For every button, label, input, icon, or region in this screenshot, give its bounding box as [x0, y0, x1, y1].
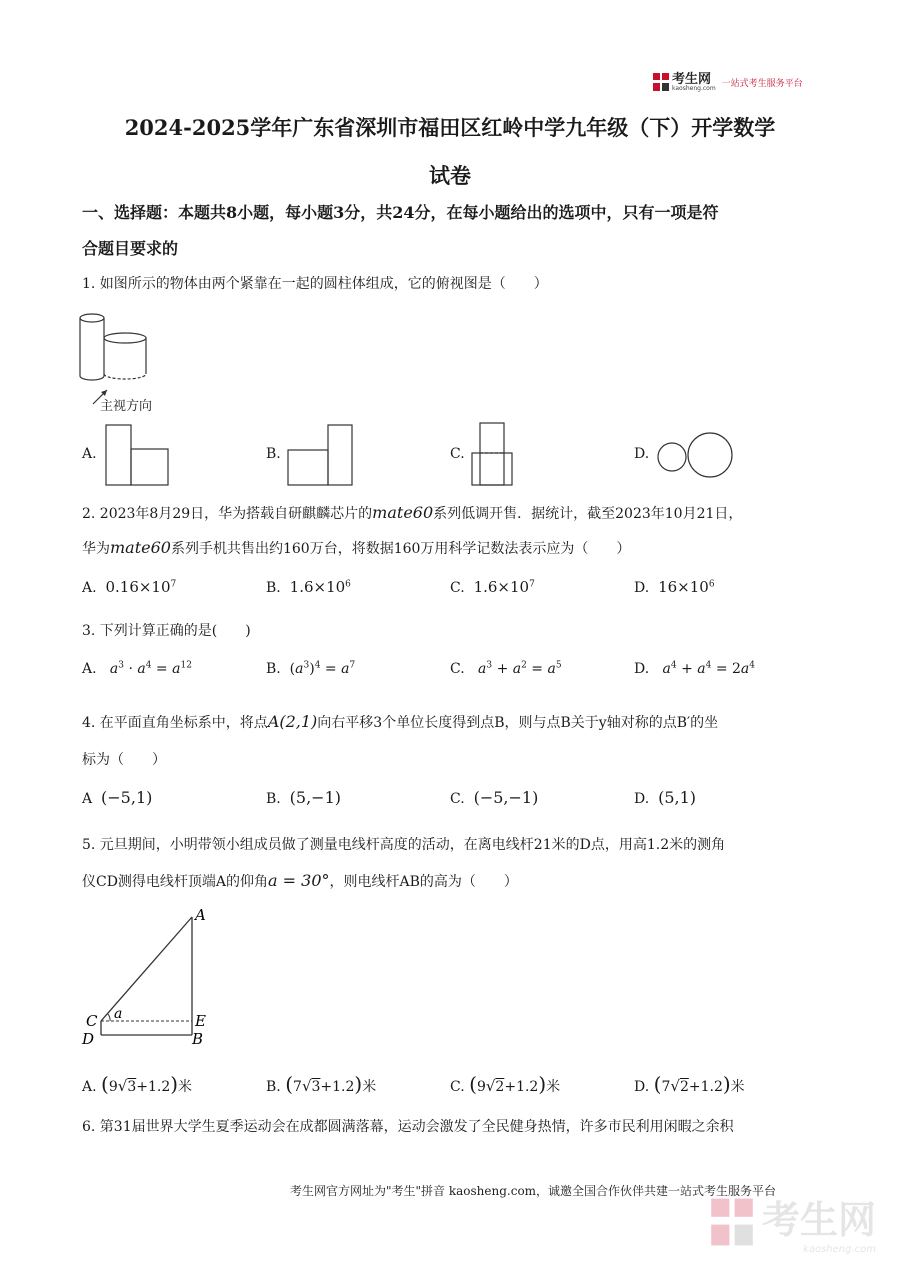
q2-option-b[interactable]: [266, 578, 351, 596]
q2-line2-model: mate60: [110, 538, 171, 557]
section-heading-line1: 一、选择题：本题共8小题，每小题3分，共24分，在每小题给出的选项中，只有一项是符: [82, 203, 719, 222]
question-4-line2: 标为（ ）: [82, 752, 166, 768]
q5-option-c[interactable]: C. (9√2+1.2)米: [450, 1072, 561, 1096]
brand-slogan: 一站式考生服务平台: [721, 78, 803, 89]
q5-point-d-label: D: [82, 1030, 95, 1048]
q2-option-c-label: C.: [450, 580, 465, 596]
q2-option-a[interactable]: [82, 578, 176, 596]
watermark-domain: kaosheng.com: [803, 1244, 876, 1255]
q5-option-c-coef: 9: [476, 1079, 486, 1095]
q5-option-c-label: C.: [450, 1079, 465, 1095]
q2-option-a-exp: 7: [170, 579, 177, 590]
q1-option-a-label[interactable]: A.: [82, 446, 97, 462]
question-1-stem: 1. 如图所示的物体由两个紧靠在一起的圆柱体组成，它的俯视图是（ ）: [82, 276, 548, 292]
q5-option-a-tail: +1.2: [136, 1079, 171, 1095]
q5-option-d-coef: 7: [661, 1079, 671, 1095]
q4-option-d-value: (5,1): [658, 788, 697, 807]
q5-option-c-unit: 米: [546, 1079, 561, 1095]
q5-option-a[interactable]: A. (9√3+1.2)米: [82, 1072, 193, 1096]
q1-option-d-label[interactable]: D.: [634, 446, 650, 462]
question-6-line1: 6. 第31届世界大学生夏季运动会在成都圆满落幕，运动会激发了全民健身热情，许多市民利用闲暇之余积: [82, 1119, 734, 1135]
q5-option-b-coef: 7: [293, 1079, 302, 1095]
q3-option-c-label: C.: [450, 661, 465, 677]
q3-option-c[interactable]: C. $a^3 + a^2 = a^5$: [450, 660, 562, 677]
q4-option-c-label: C.: [450, 791, 465, 807]
q5-option-c-tail: +1.2: [504, 1079, 539, 1095]
q5-option-d-radicand: 2: [679, 1079, 689, 1095]
q2-option-c-base: 1.6×10: [473, 578, 530, 596]
q5-option-b-tail: +1.2: [320, 1079, 355, 1095]
q4-option-d-label: D.: [634, 791, 650, 807]
page-footer: 考生网官方网址为"考生"拼音 kaosheng.com，诚邀全国合作伙伴共建一站式考生服务平台: [290, 1184, 777, 1198]
q4-option-b-value: (5,−1): [289, 788, 341, 807]
q2-line1-model: mate60: [372, 503, 434, 522]
q4-line1-part2: 向右平移3个单位长度得到点B，则与点B关于y轴对称的点B′的坐: [317, 715, 719, 731]
q5-option-a-unit: 米: [178, 1079, 193, 1095]
q5-angle-a-label: a: [114, 1006, 123, 1022]
q2-line1-part2: 系列低调开售．据统计，截至2023年10月21日，: [433, 506, 743, 522]
question-1-view-direction-label: 主视方向: [100, 399, 153, 414]
q4-option-c-value: (−5,−1): [473, 788, 539, 807]
q1-option-d-figure[interactable]: [655, 430, 735, 480]
q2-option-c[interactable]: [450, 578, 535, 596]
q5-option-a-coef: 9: [108, 1079, 118, 1095]
q4-line1-part1: 4. 在平面直角坐标系中，将点: [82, 715, 268, 731]
watermark: [708, 1189, 876, 1255]
question-5-line1: 5. 元旦期间，小明带领小组成员做了测量电线杆高度的活动，在离电线杆21米的D点，用高1.2米的测角: [82, 837, 726, 853]
q4-option-a-label: A: [82, 791, 93, 807]
q5-option-b-unit: 米: [362, 1079, 377, 1095]
watermark-text: 考生网: [761, 1198, 876, 1242]
q1-option-b-label[interactable]: B.: [266, 446, 281, 462]
q4-option-d[interactable]: [634, 788, 696, 807]
q2-line2-part1: 华为: [82, 541, 110, 557]
q4-option-b-label: B.: [266, 791, 281, 807]
q3-option-a-label: A.: [82, 661, 97, 677]
q5-option-d-unit: 米: [730, 1079, 745, 1095]
q5-option-a-radicand: 3: [127, 1079, 137, 1095]
question-4-line1: [82, 705, 822, 740]
section-heading-line2: 合题目要求的: [82, 239, 179, 258]
q1-option-a-figure[interactable]: [105, 424, 171, 488]
q5-point-a-label: A: [195, 906, 206, 924]
watermark-logo-icon: [708, 1196, 756, 1248]
q5-point-e-label: E: [195, 1012, 206, 1030]
q5-line2-part1: 仪CD测得电线杆顶端A的仰角: [82, 874, 269, 890]
q2-option-c-exp: 7: [529, 579, 535, 590]
q5-option-d-label: D.: [634, 1079, 650, 1095]
q2-option-b-base: 1.6×10: [289, 578, 346, 596]
q2-option-b-exp: 6: [345, 579, 351, 590]
q2-option-d-base: 16×10: [658, 578, 709, 596]
q2-option-a-label: A.: [82, 580, 97, 596]
page-title-line1: 2024-2025学年广东省深圳市福田区红岭中学九年级（下）开学数学: [124, 115, 776, 140]
q3-option-b[interactable]: B. $(a^3)^4 = a^7$: [266, 660, 356, 677]
q2-option-d-exp: 6: [708, 579, 715, 590]
q3-option-a[interactable]: A. $a^3 \cdot a^4 = a^{12}$: [82, 660, 192, 677]
question-5-triangle-figure: [80, 903, 220, 1051]
q3-option-d-label: D.: [634, 661, 650, 677]
q5-option-b-label: B.: [266, 1079, 281, 1095]
q5-option-b-radicand: 3: [311, 1079, 321, 1095]
brand-name: 考生网: [672, 71, 712, 87]
q5-point-b-label: B: [192, 1030, 204, 1048]
question-2-line2: [82, 531, 822, 566]
q4-option-a-value: (−5,1): [101, 788, 153, 807]
q1-option-c-figure[interactable]: [470, 422, 516, 488]
q2-option-d-label: D.: [634, 580, 650, 596]
kaosheng-logo-icon: [652, 72, 670, 92]
q5-option-b[interactable]: B. (7√3+1.2)米: [266, 1072, 377, 1096]
question-5-line2: [82, 864, 822, 899]
q5-option-d[interactable]: D. (7√2+1.2)米: [634, 1072, 745, 1096]
q4-option-c[interactable]: [450, 788, 538, 807]
q2-option-d[interactable]: [634, 578, 715, 596]
q5-option-d-tail: +1.2: [688, 1079, 723, 1095]
question-2-line1: [82, 496, 822, 531]
q5-line2-part2: ，则电线杆AB的高为（ ）: [329, 874, 518, 890]
q4-option-b[interactable]: [266, 788, 341, 807]
q2-option-a-base: 0.16×10: [105, 578, 171, 596]
q5-option-a-label: A.: [82, 1079, 97, 1095]
question-3-stem: 3. 下列计算正确的是( ): [82, 623, 251, 639]
q1-option-c-label[interactable]: C.: [450, 446, 465, 462]
q5-option-c-radicand: 2: [495, 1079, 505, 1095]
brand-domain: kaosheng.com: [672, 84, 716, 92]
q5-angle: a = 30°: [268, 871, 330, 890]
q4-point-a: A(2,1): [267, 712, 318, 731]
q2-option-b-label: B.: [266, 580, 281, 596]
q2-line1-part1: 2. 2023年8月29日，华为搭载自研麒麟芯片的: [82, 506, 373, 522]
q2-line2-part2: 系列手机共售出约160万台，将数据160万用科学记数法表示应为（ ）: [170, 541, 631, 557]
header-logo: [652, 72, 803, 92]
page-title-line2: 试卷: [429, 163, 471, 188]
q1-option-b-figure[interactable]: [287, 424, 355, 488]
q4-option-a[interactable]: [82, 788, 152, 807]
q3-option-d[interactable]: D. $a^4 + a^4 = 2a^4$: [634, 660, 756, 677]
q5-point-c-label: C: [86, 1012, 98, 1030]
q3-option-b-label: B.: [266, 661, 281, 677]
